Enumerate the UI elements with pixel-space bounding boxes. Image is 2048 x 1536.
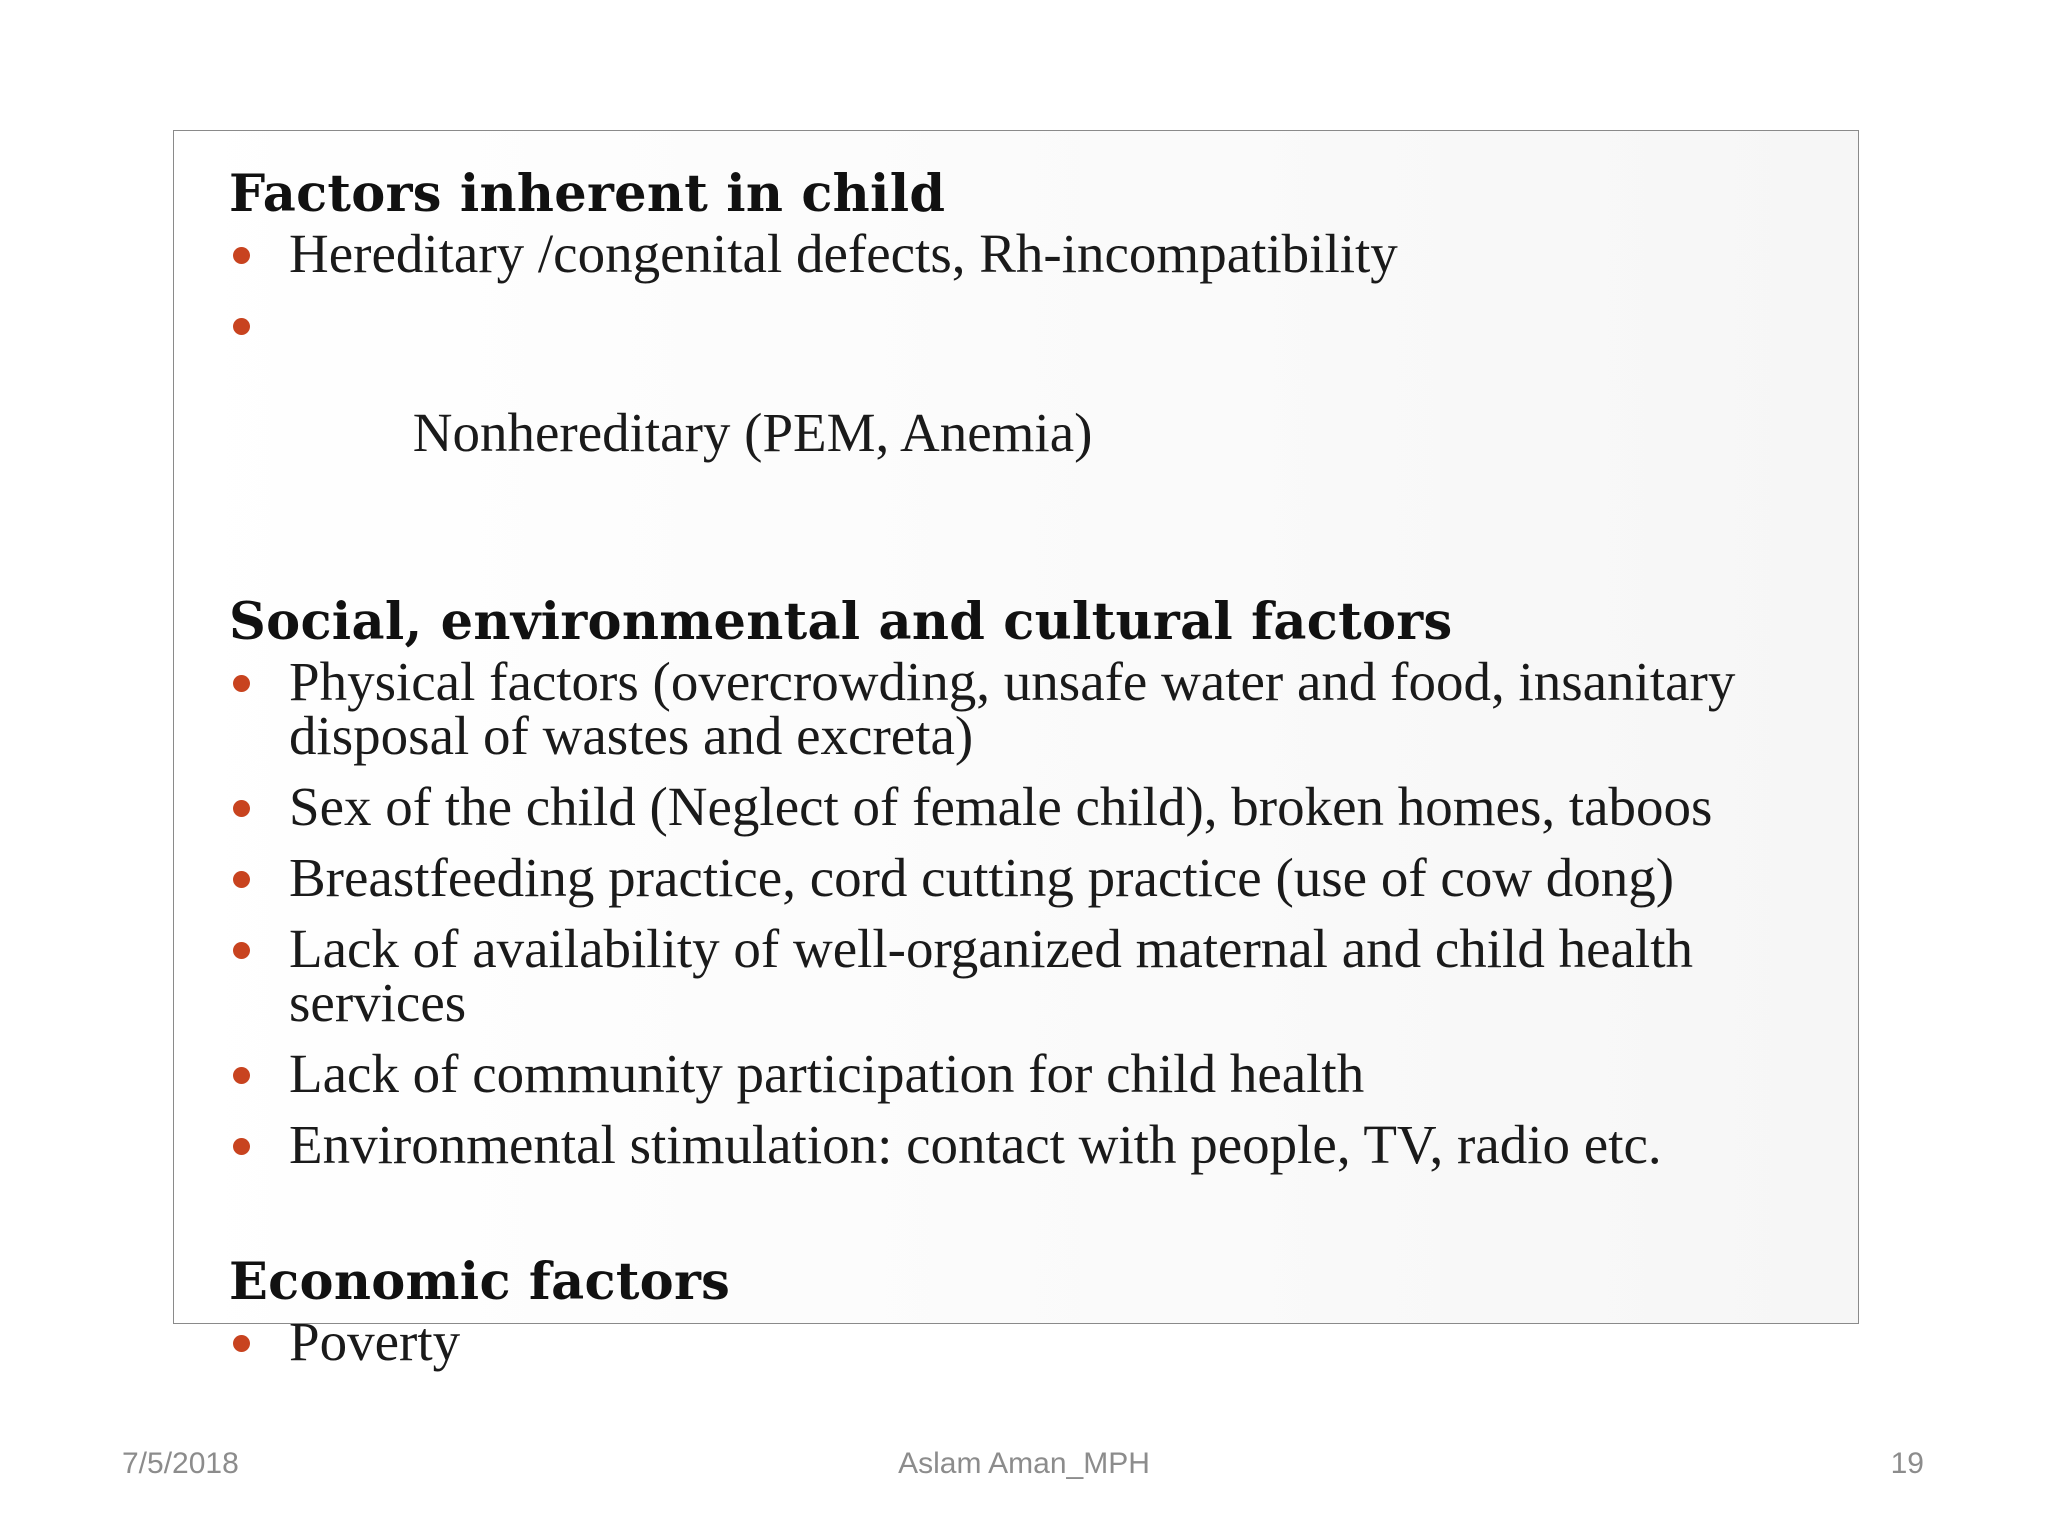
list-item <box>229 1311 1828 1372</box>
list-item-text: Lack of community participation for child health <box>289 1043 1365 1104</box>
bullet-icon <box>233 942 250 959</box>
footer-author: Aslam Aman_MPH <box>898 1447 1150 1480</box>
section-heading-economic-factors: Economic factors <box>229 1252 731 1312</box>
list-item <box>229 651 1828 766</box>
bullet-icon <box>233 1335 250 1352</box>
list-item-text: Nonhereditary (PEM, Anemia) <box>399 402 1093 463</box>
list-item <box>229 298 1828 514</box>
slide-content-box <box>173 130 1859 1372</box>
list-item-text: Physical factors (overcrowding, unsafe water and food, insanitary disposal of wastes and excreta) <box>289 651 1736 766</box>
bullet-list-child-factors <box>229 223 1828 514</box>
section-spacer <box>229 531 1828 591</box>
list-item <box>229 776 1828 837</box>
section-heading-social-factors: Social, environmental and cultural factors <box>229 592 1453 652</box>
section-heading-child-factors: Factors inherent in child <box>229 164 946 224</box>
bullet-icon <box>233 871 250 888</box>
bullet-list-social-factors <box>229 651 1828 1175</box>
footer-page-number: 19 <box>1890 1447 1924 1480</box>
list-item-text: Breastfeeding practice, cord cutting practice (use of cow dong) <box>289 847 1675 908</box>
list-item <box>229 918 1828 1033</box>
bullet-icon <box>233 800 250 817</box>
bullet-icon <box>233 1067 250 1084</box>
bullet-list-economic-factors <box>229 1311 1828 1372</box>
list-item <box>229 223 1828 284</box>
list-item <box>229 1114 1828 1175</box>
bullet-icon <box>233 675 250 692</box>
slide-content <box>229 163 1828 1386</box>
list-item <box>229 847 1828 908</box>
list-item-text: Sex of the child (Neglect of female child), broken homes, taboos <box>289 776 1713 837</box>
footer-date: 7/5/2018 <box>122 1447 239 1480</box>
list-item-text: Lack of availability of well-organized maternal and child health services <box>289 918 1693 1033</box>
list-item-text: Environmental stimulation: contact with people, TV, radio etc. <box>289 1114 1662 1175</box>
bullet-icon <box>233 247 250 264</box>
list-item-text: Hereditary /congenital defects, Rh-incompatibility <box>289 223 1398 284</box>
bullet-icon <box>233 1138 250 1155</box>
bullet-icon <box>233 318 250 335</box>
list-item-text: Poverty <box>289 1311 461 1372</box>
section-spacer <box>229 1189 1828 1251</box>
list-item <box>229 1043 1828 1104</box>
